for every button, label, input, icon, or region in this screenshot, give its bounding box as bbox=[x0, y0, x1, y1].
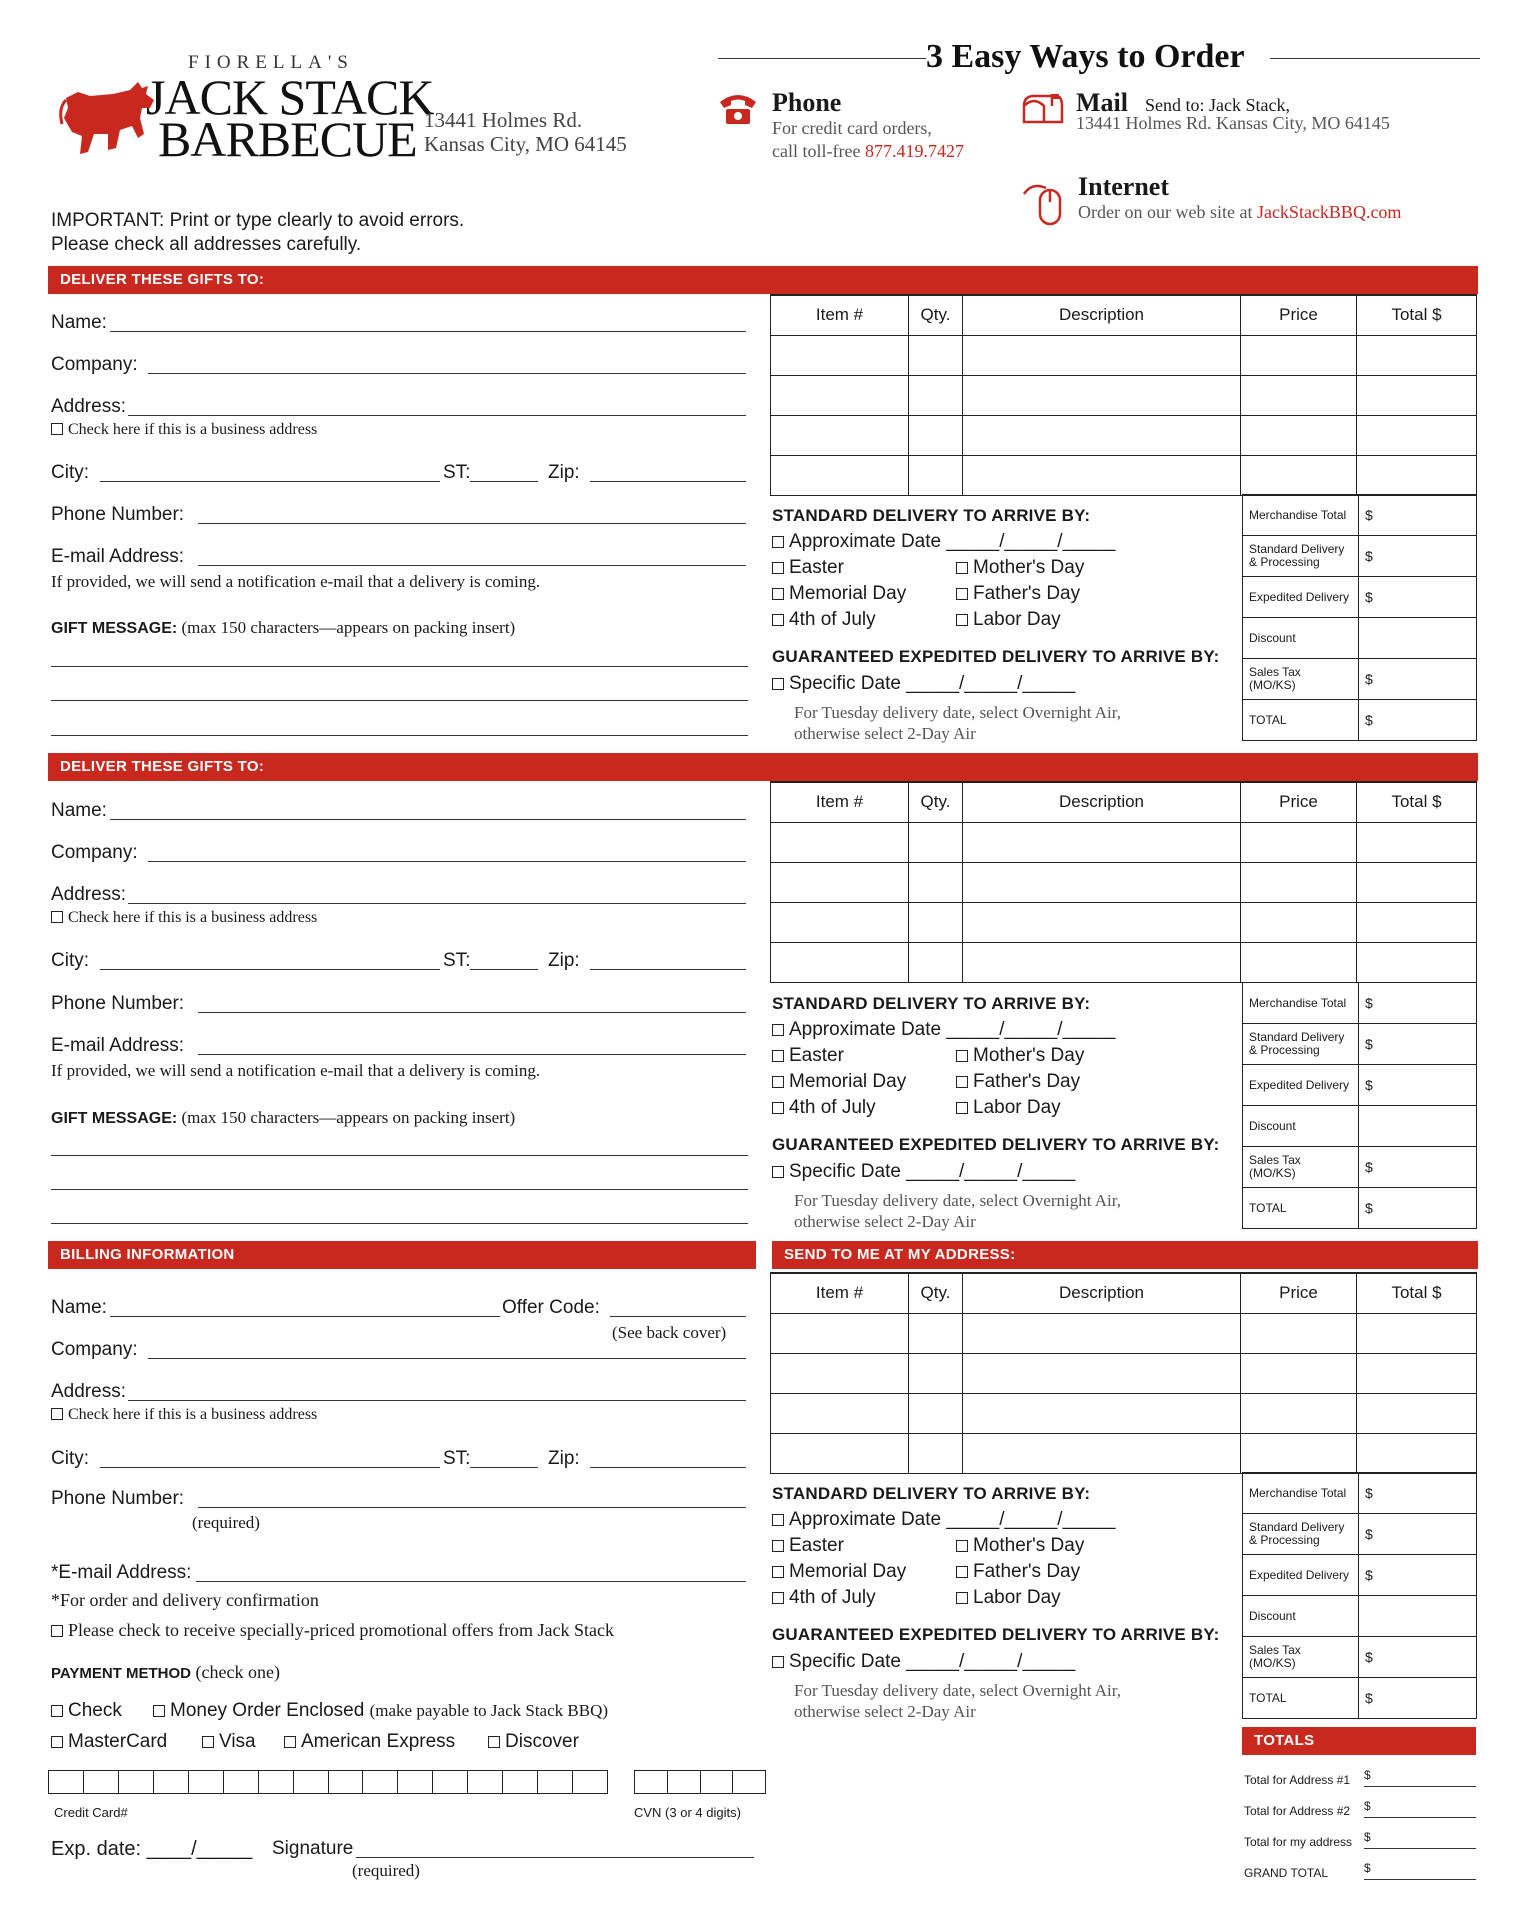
billing-phone-label: Phone Number: bbox=[51, 1488, 185, 1509]
mothers-day-option[interactable]: Mother's Day bbox=[956, 1535, 1084, 1557]
phone-title: Phone bbox=[772, 88, 842, 117]
amex-option[interactable]: American Express bbox=[284, 1731, 455, 1753]
std-delivery-value[interactable]: $ bbox=[1359, 536, 1477, 577]
billing-header: BILLING INFORMATION bbox=[48, 1241, 756, 1269]
specific-date-option[interactable]: Specific Date _____/_____/_____ bbox=[772, 1161, 1075, 1183]
city-field[interactable] bbox=[100, 481, 440, 482]
send-me-header: SEND TO ME AT MY ADDRESS: bbox=[772, 1241, 1478, 1269]
merch-total-label: Merchandise Total bbox=[1243, 1473, 1359, 1514]
st-label: ST: bbox=[443, 950, 471, 971]
phone-line-2: call toll-free bbox=[772, 141, 861, 161]
summary-table-3: Merchandise Total $ Standard Delivery & Processing $ Expedited Delivery $ Discount Sales Tax (MO/KS) $ TOTAL $ bbox=[1242, 1472, 1477, 1719]
table-row[interactable] bbox=[771, 415, 1477, 455]
billing-email-field[interactable] bbox=[196, 1581, 746, 1582]
bull-icon bbox=[58, 78, 158, 160]
grand-total-field[interactable] bbox=[1364, 1879, 1476, 1880]
col-price: Price bbox=[1241, 782, 1357, 822]
specific-date-option[interactable]: Specific Date _____/_____/_____ bbox=[772, 1651, 1075, 1673]
col-desc: Description bbox=[963, 782, 1241, 822]
gift-line[interactable] bbox=[51, 1155, 748, 1156]
total-value[interactable]: $ bbox=[1359, 700, 1477, 741]
total-address-1-field[interactable] bbox=[1364, 1786, 1476, 1787]
mailbox-icon bbox=[1020, 92, 1064, 128]
total-value[interactable]: $ bbox=[1359, 1678, 1477, 1719]
mail-address: 13441 Holmes Rd. Kansas City, MO 64145 bbox=[1076, 113, 1390, 133]
city-label: City: bbox=[51, 950, 89, 971]
zip-label: Zip: bbox=[548, 950, 580, 971]
discount-value[interactable] bbox=[1359, 618, 1477, 659]
memorial-day-option[interactable]: Memorial Day bbox=[772, 583, 906, 605]
table-row[interactable] bbox=[771, 1393, 1477, 1433]
mail-title: Mail bbox=[1076, 88, 1128, 117]
email-field[interactable] bbox=[198, 1054, 746, 1055]
st-label: ST: bbox=[443, 462, 471, 483]
col-price: Price bbox=[1241, 295, 1357, 335]
items-table-1 bbox=[770, 294, 1477, 496]
discount-value[interactable] bbox=[1359, 1106, 1477, 1147]
std-delivery-value[interactable]: $ bbox=[1359, 1024, 1477, 1065]
tuesday-note-1: For Tuesday delivery date, select Overnight Air, bbox=[794, 1191, 1121, 1210]
city-label: City: bbox=[51, 462, 89, 483]
std-delivery-value[interactable]: $ bbox=[1359, 1514, 1477, 1555]
city-field[interactable] bbox=[100, 1467, 440, 1468]
gift-line[interactable] bbox=[51, 735, 748, 736]
discount-value[interactable] bbox=[1359, 1596, 1477, 1637]
phone-field[interactable] bbox=[198, 523, 746, 524]
items-table-2 bbox=[770, 781, 1477, 983]
col-item: Item # bbox=[771, 1273, 909, 1313]
tuesday-note-1: For Tuesday delivery date, select Overnight Air, bbox=[794, 703, 1121, 722]
expedited-heading: GUARANTEED EXPEDITED DELIVERY TO ARRIVE BY: bbox=[772, 1135, 1220, 1154]
brand-address-2: Kansas City, MO 64145 bbox=[424, 132, 627, 156]
email-note: If provided, we will send a notification e-mail that a delivery is coming. bbox=[51, 1061, 541, 1080]
gift-message-label: GIFT MESSAGE: (max 150 characters—appears on packing insert) bbox=[51, 618, 516, 637]
summary-table-1 bbox=[1242, 494, 1477, 741]
col-qty: Qty. bbox=[909, 1273, 963, 1313]
gift-line[interactable] bbox=[51, 666, 748, 667]
specific-date-option[interactable]: Specific Date _____/_____/_____ bbox=[772, 673, 1075, 695]
table-row[interactable] bbox=[771, 1353, 1477, 1393]
gift-line[interactable] bbox=[51, 1189, 748, 1190]
billing-company-field[interactable] bbox=[148, 1358, 746, 1359]
table-row[interactable] bbox=[771, 942, 1477, 982]
std-delivery-label-1: Standard Delivery bbox=[1249, 542, 1345, 556]
phone-number[interactable]: 877.419.7427 bbox=[864, 141, 964, 161]
deliver-header-2: DELIVER THESE GIFTS TO: bbox=[48, 753, 1478, 781]
col-qty: Qty. bbox=[909, 295, 963, 335]
zip-label: Zip: bbox=[548, 462, 580, 483]
important-line-2: Please check all addresses carefully. bbox=[51, 234, 362, 255]
company-field[interactable] bbox=[148, 373, 746, 374]
offer-code-field[interactable] bbox=[610, 1316, 746, 1317]
phone-label: Phone Number: bbox=[51, 504, 185, 525]
july-4th-option[interactable]: 4th of July bbox=[772, 1587, 876, 1609]
zip-label: Zip: bbox=[548, 1448, 580, 1469]
discount-label: Discount bbox=[1243, 618, 1359, 659]
table-row[interactable] bbox=[771, 455, 1477, 495]
money-order-option[interactable]: Money Order Enclosed (make payable to Jack Stack BBQ) bbox=[153, 1700, 608, 1722]
grand-total-label: GRAND TOTAL bbox=[1244, 1866, 1329, 1880]
brand-name-1: JACK STACK bbox=[146, 69, 434, 125]
fathers-day-option[interactable]: Father's Day bbox=[956, 1071, 1080, 1093]
signature-field[interactable] bbox=[356, 1857, 754, 1858]
totals-header: TOTALS bbox=[1242, 1727, 1476, 1755]
july-4th-option[interactable]: 4th of July bbox=[772, 1097, 876, 1119]
dollar-sign: $ bbox=[1364, 1830, 1371, 1844]
cvn-boxes[interactable] bbox=[634, 1770, 766, 1794]
sales-tax-value[interactable]: $ bbox=[1359, 659, 1477, 700]
dollar-sign: $ bbox=[1364, 1799, 1371, 1813]
email-note: If provided, we will send a notification e-mail that a delivery is coming. bbox=[51, 572, 541, 591]
business-check[interactable]: Check here if this is a business address bbox=[51, 909, 317, 927]
tuesday-note-2: otherwise select 2-Day Air bbox=[794, 1212, 976, 1231]
sales-tax-label-1: Sales Tax bbox=[1249, 665, 1301, 679]
phone-field[interactable] bbox=[198, 1012, 746, 1013]
approx-date-option[interactable]: Approximate Date _____/_____/_____ bbox=[772, 531, 1115, 553]
table-row[interactable] bbox=[771, 862, 1477, 902]
zip-field[interactable] bbox=[590, 1467, 746, 1468]
ways-title: 3 Easy Ways to Order bbox=[926, 38, 1245, 75]
table-row[interactable] bbox=[771, 335, 1477, 375]
name-field[interactable] bbox=[110, 819, 746, 820]
memorial-day-option[interactable]: Memorial Day bbox=[772, 1071, 906, 1093]
labor-day-option[interactable]: Labor Day bbox=[956, 609, 1061, 631]
standard-delivery-heading: STANDARD DELIVERY TO ARRIVE BY: bbox=[772, 506, 1091, 525]
billing-address-label: Address: bbox=[51, 1381, 126, 1402]
tuesday-note-2: otherwise select 2-Day Air bbox=[794, 1702, 976, 1721]
discount-label: Discount bbox=[1243, 1596, 1359, 1637]
labor-day-option[interactable]: Labor Day bbox=[956, 1587, 1061, 1609]
name-field[interactable] bbox=[110, 331, 746, 332]
phone-required: (required) bbox=[192, 1513, 260, 1532]
email-field[interactable] bbox=[198, 565, 746, 566]
st-field[interactable] bbox=[470, 969, 538, 970]
billing-address-field[interactable] bbox=[128, 1400, 746, 1401]
st-field[interactable] bbox=[470, 481, 538, 482]
important-line-1: IMPORTANT: Print or type clearly to avoid errors. bbox=[51, 210, 465, 231]
total-label: TOTAL bbox=[1243, 1678, 1359, 1719]
billing-company-label: Company: bbox=[51, 1339, 138, 1360]
tuesday-note-1: For Tuesday delivery date, select Overnight Air, bbox=[794, 1681, 1121, 1700]
brand-name-2: BARBECUE bbox=[158, 111, 417, 167]
deliver-header-1: DELIVER THESE GIFTS TO: bbox=[48, 266, 1478, 294]
gift-line[interactable] bbox=[51, 700, 748, 701]
address-label: Address: bbox=[51, 884, 126, 905]
st-field[interactable] bbox=[470, 1467, 538, 1468]
cvn-label: CVN (3 or 4 digits) bbox=[634, 1805, 741, 1820]
easter-option[interactable]: Easter bbox=[772, 557, 844, 579]
total-my-address-field[interactable] bbox=[1364, 1848, 1476, 1849]
email-label: E-mail Address: bbox=[51, 546, 185, 567]
billing-name-field[interactable] bbox=[110, 1316, 500, 1317]
company-label: Company: bbox=[51, 842, 138, 863]
col-total: Total $ bbox=[1357, 782, 1477, 822]
merch-total-value[interactable]: $ bbox=[1359, 983, 1477, 1024]
table-row[interactable] bbox=[771, 822, 1477, 862]
col-price: Price bbox=[1241, 1273, 1357, 1313]
approx-date-option[interactable]: Approximate Date _____/_____/_____ bbox=[772, 1019, 1115, 1041]
phone-label: Phone Number: bbox=[51, 993, 185, 1014]
discover-option[interactable]: Discover bbox=[488, 1731, 579, 1753]
summary-table-2: Merchandise Total $ Standard Delivery & Processing $ Expedited Delivery $ Discount Sales Tax (MO/KS) $ TOTAL $ bbox=[1242, 982, 1477, 1229]
business-check[interactable]: Check here if this is a business address bbox=[51, 1406, 317, 1424]
signature-label: Signature bbox=[272, 1838, 354, 1859]
total-label: TOTAL bbox=[1243, 700, 1359, 741]
dollar-sign: $ bbox=[1364, 1768, 1371, 1782]
billing-email-label: *E-mail Address: bbox=[51, 1562, 192, 1583]
company-field[interactable] bbox=[148, 861, 746, 862]
internet-title: Internet bbox=[1078, 172, 1169, 201]
address-field[interactable] bbox=[128, 903, 746, 904]
merch-total-label: Merchandise Total bbox=[1243, 983, 1359, 1024]
standard-delivery-heading: STANDARD DELIVERY TO ARRIVE BY: bbox=[772, 994, 1091, 1013]
easter-option[interactable]: Easter bbox=[772, 1535, 844, 1557]
see-back-note: (See back cover) bbox=[612, 1323, 727, 1342]
expedited-heading: GUARANTEED EXPEDITED DELIVERY TO ARRIVE BY: bbox=[772, 1625, 1220, 1644]
standard-delivery-heading: STANDARD DELIVERY TO ARRIVE BY: bbox=[772, 1484, 1091, 1503]
col-item: Item # bbox=[771, 295, 909, 335]
billing-name-label: Name: bbox=[51, 1297, 107, 1318]
promo-check[interactable]: Please check to receive specially-priced promotional offers from Jack Stack bbox=[51, 1620, 614, 1641]
signature-required: (required) bbox=[352, 1861, 420, 1880]
total-address-1-label: Total for Address #1 bbox=[1244, 1773, 1351, 1787]
city-label: City: bbox=[51, 1448, 89, 1469]
mastercard-option[interactable]: MasterCard bbox=[51, 1731, 167, 1753]
items-table-3 bbox=[770, 1272, 1477, 1474]
july-4th-option[interactable]: 4th of July bbox=[772, 609, 876, 631]
mothers-day-option[interactable]: Mother's Day bbox=[956, 1045, 1084, 1067]
credit-card-label: Credit Card# bbox=[54, 1805, 128, 1820]
exp-delivery-value[interactable]: $ bbox=[1359, 1555, 1477, 1596]
gift-message-label: GIFT MESSAGE: (max 150 characters—appears on packing insert) bbox=[51, 1108, 516, 1127]
internet-url[interactable]: JackStackBBQ.com bbox=[1256, 202, 1402, 222]
col-desc: Description bbox=[963, 1273, 1241, 1313]
labor-day-option[interactable]: Labor Day bbox=[956, 1097, 1061, 1119]
merch-total-value[interactable]: $ bbox=[1359, 1473, 1477, 1514]
internet-text: Order on our web site at bbox=[1078, 202, 1253, 222]
easter-option[interactable]: Easter bbox=[772, 1045, 844, 1067]
table-row[interactable] bbox=[771, 375, 1477, 415]
exp-delivery-label: Expedited Delivery bbox=[1243, 1065, 1359, 1106]
total-address-2-field[interactable] bbox=[1364, 1817, 1476, 1818]
phone-line-1: For credit card orders, bbox=[772, 118, 932, 138]
name-label: Name: bbox=[51, 312, 107, 333]
address-label: Address: bbox=[51, 396, 126, 417]
merch-total-value[interactable]: $ bbox=[1359, 495, 1477, 536]
city-field[interactable] bbox=[100, 969, 440, 970]
dollar-sign: $ bbox=[1364, 1861, 1371, 1875]
std-delivery-label-2: & Processing bbox=[1249, 555, 1320, 569]
approx-date-option[interactable]: Approximate Date _____/_____/_____ bbox=[772, 1509, 1115, 1531]
visa-option[interactable]: Visa bbox=[202, 1731, 256, 1753]
address-field[interactable] bbox=[128, 415, 746, 416]
exp-delivery-label: Expedited Delivery bbox=[1243, 577, 1359, 618]
gift-line[interactable] bbox=[51, 1223, 748, 1224]
fathers-day-option[interactable]: Father's Day bbox=[956, 1561, 1080, 1583]
brand-top: FIORELLA'S bbox=[188, 52, 354, 73]
table-row[interactable] bbox=[771, 1433, 1477, 1473]
total-label: TOTAL bbox=[1243, 1188, 1359, 1229]
total-my-address-label: Total for my address bbox=[1244, 1835, 1353, 1849]
exp-date-field[interactable]: Exp. date: ____/_____ bbox=[51, 1838, 253, 1860]
email-confirmation-note: *For order and delivery confirmation bbox=[51, 1590, 319, 1610]
tuesday-note-2: otherwise select 2-Day Air bbox=[794, 724, 976, 743]
memorial-day-option[interactable]: Memorial Day bbox=[772, 1561, 906, 1583]
sales-tax-label-2: (MO/KS) bbox=[1249, 678, 1296, 692]
discount-label: Discount bbox=[1243, 1106, 1359, 1147]
brand-address-1: 13441 Holmes Rd. bbox=[424, 108, 583, 132]
st-label: ST: bbox=[443, 1448, 471, 1469]
total-address-2-label: Total for Address #2 bbox=[1244, 1804, 1351, 1818]
offer-code-label: Offer Code: bbox=[502, 1297, 600, 1318]
check-option[interactable]: Check bbox=[51, 1700, 122, 1722]
sales-tax-value[interactable]: $ bbox=[1359, 1147, 1477, 1188]
zip-field[interactable] bbox=[590, 969, 746, 970]
fathers-day-option[interactable]: Father's Day bbox=[956, 583, 1080, 605]
payment-method-label: PAYMENT METHOD (check one) bbox=[51, 1662, 280, 1682]
exp-delivery-value[interactable]: $ bbox=[1359, 577, 1477, 618]
zip-field[interactable] bbox=[590, 481, 746, 482]
mouse-icon bbox=[1022, 178, 1066, 228]
table-row[interactable] bbox=[771, 1313, 1477, 1353]
exp-delivery-value[interactable]: $ bbox=[1359, 1065, 1477, 1106]
checkbox[interactable] bbox=[51, 423, 63, 435]
merch-total-label: Merchandise Total bbox=[1243, 495, 1359, 536]
table-row[interactable] bbox=[771, 902, 1477, 942]
expedited-heading: GUARANTEED EXPEDITED DELIVERY TO ARRIVE BY: bbox=[772, 647, 1220, 666]
col-qty: Qty. bbox=[909, 782, 963, 822]
name-label: Name: bbox=[51, 800, 107, 821]
credit-card-boxes[interactable] bbox=[48, 1770, 608, 1794]
col-total: Total $ bbox=[1357, 295, 1477, 335]
company-label: Company: bbox=[51, 354, 138, 375]
sales-tax-value[interactable]: $ bbox=[1359, 1637, 1477, 1678]
col-total: Total $ bbox=[1357, 1273, 1477, 1313]
business-check[interactable]: Check here if this is a business address bbox=[51, 421, 317, 439]
total-value[interactable]: $ bbox=[1359, 1188, 1477, 1229]
exp-delivery-label: Expedited Delivery bbox=[1243, 1555, 1359, 1596]
email-label: E-mail Address: bbox=[51, 1035, 185, 1056]
mail-send: Send to: Jack Stack, bbox=[1145, 95, 1290, 115]
col-item: Item # bbox=[771, 782, 909, 822]
billing-phone-field[interactable] bbox=[198, 1507, 746, 1508]
phone-icon bbox=[718, 92, 758, 126]
col-desc: Description bbox=[963, 295, 1241, 335]
mothers-day-option[interactable]: Mother's Day bbox=[956, 557, 1084, 579]
